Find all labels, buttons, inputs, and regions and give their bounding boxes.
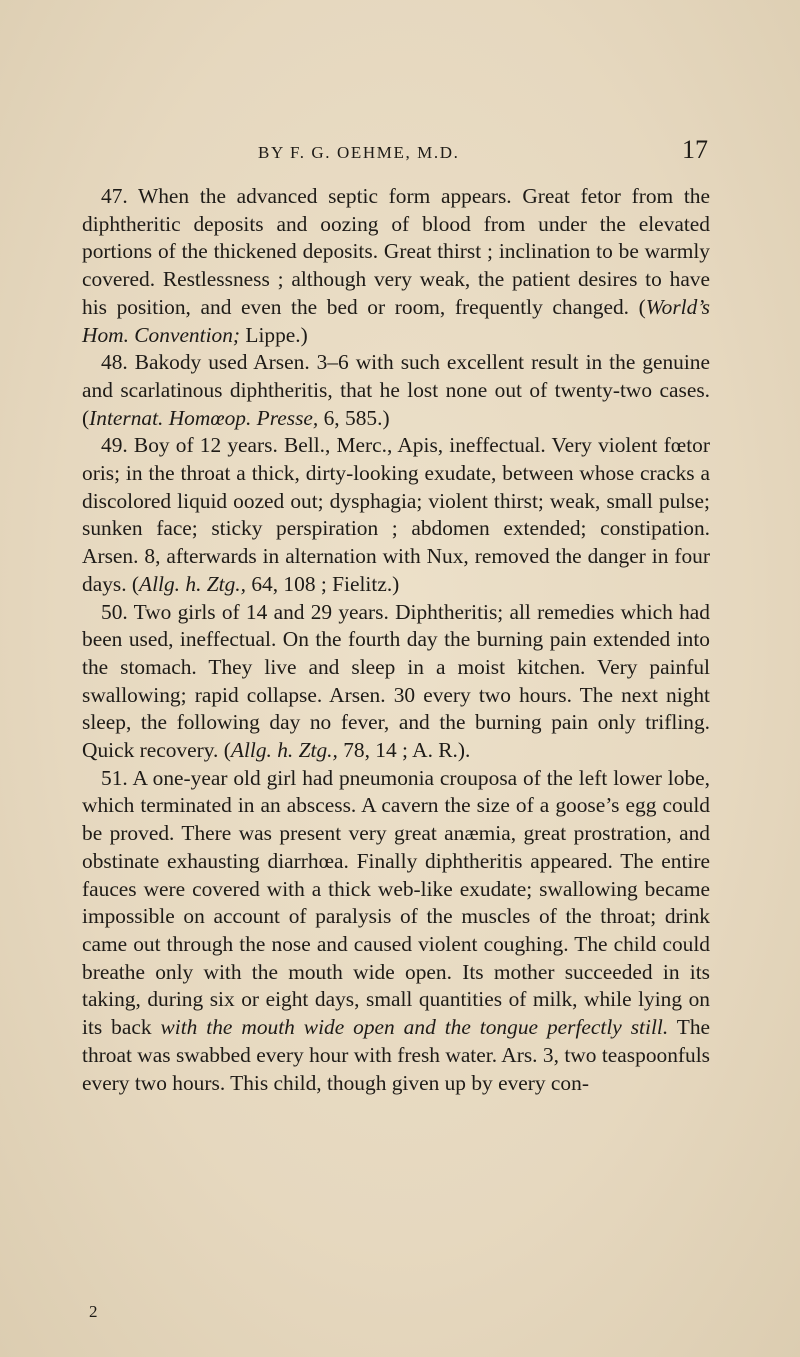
paragraph-50-text: 50. Two girls of 14 and 29 years. Diphtheritis; all remedies which had been used, ineffectual. On the fourth day the burning pain extended into the stomach. They live and sleep in a moist kitchen. Very painful swallowing; rapid collapse. Arsen. 30 every two hours. The next night sleep, the following day no fever, and the burning pain only trifling. Quick recovery. (: [82, 599, 710, 763]
paragraph-47-citation: World’s Hom. Convention;: [82, 294, 710, 347]
paragraph-47-citation-tail: Lippe.): [240, 322, 308, 347]
paragraph-49-citation: Allg. h. Ztg.,: [139, 571, 246, 596]
paragraph-49-citation-tail: 64, 108 ; Fielitz.): [246, 571, 400, 596]
paragraph-51-text-continued: The throat was swabbed every hour with fresh water. Ars. 3, two teaspoonfuls every two hours. This child, though given up by every con-: [82, 1015, 711, 1095]
paragraph-51: [82, 765, 710, 1097]
page-number: 17: [682, 135, 708, 164]
paragraph-48: [82, 349, 710, 432]
paragraph-50-citation: Allg. h. Ztg.,: [230, 738, 338, 763]
paragraph-47: [82, 183, 710, 349]
page-header: [258, 135, 708, 169]
paragraph-49-text: 49. Boy of 12 years. Bell., Merc., Apis, ineffectual. Very violent fœtor oris; in the throat a thick, dirty-looking exudate, between whose cracks a discolored liquid oozed out; dysphagia; violent thirst; weak, small pulse; sunken face; sticky perspiration ; abdomen extended; constipation. Arsen. 8, afterwards in alternation with Nux, removed the danger in four days. (: [82, 433, 710, 596]
signature-mark: 2: [89, 1302, 98, 1321]
body-text: [82, 183, 710, 1097]
paragraph-51-emphasis: with the mouth wide open and the tongue perfectly still.: [160, 1015, 669, 1040]
paragraph-49: [82, 432, 710, 598]
paragraph-48-text: 48. Bakody used Arsen. 3–6 with such excellent result in the genuine and scarlatinous diphtheritis, that he lost none out of twenty-two cases. (: [82, 350, 710, 430]
running-head: BY F. G. OEHME, M.D.: [258, 143, 460, 162]
paragraph-51-text: 51. A one-year old girl had pneumonia crouposa of the left lower lobe, which terminated in an abscess. A cavern the size of a goose’s egg could be proved. There was present very great anæmia, great prostration, and obstinate exhausting diarrhœa. Finally diphtheritis appeared. The entire fauces were covered with a thick web-like exudate; swallowing became impossible on account of paralysis of the muscles of the throat; drink came out through the nose and caused violent coughing. The child could breathe only with the mouth wide open. Its mother succeeded in its taking, during six or eight days, small quantities of milk, while lying on its back: [82, 765, 710, 1040]
paragraph-50: [82, 599, 710, 765]
paragraph-48-citation-tail: 6, 585.): [318, 405, 390, 430]
paragraph-48-citation: Internat. Homœop. Presse,: [89, 405, 319, 430]
paragraph-50-citation-tail: 78, 14 ; A. R.).: [337, 738, 471, 763]
paragraph-47-text: 47. When the advanced septic form appears. Great fetor from the diphtheritic deposits and oozing of blood from under the elevated portions of the thickened deposits. Great thirst ; inclination to be warmly covered. Restlessness ; although very weak, the patient desires to have his position, and even the bed or room, frequently changed. (: [82, 184, 710, 319]
